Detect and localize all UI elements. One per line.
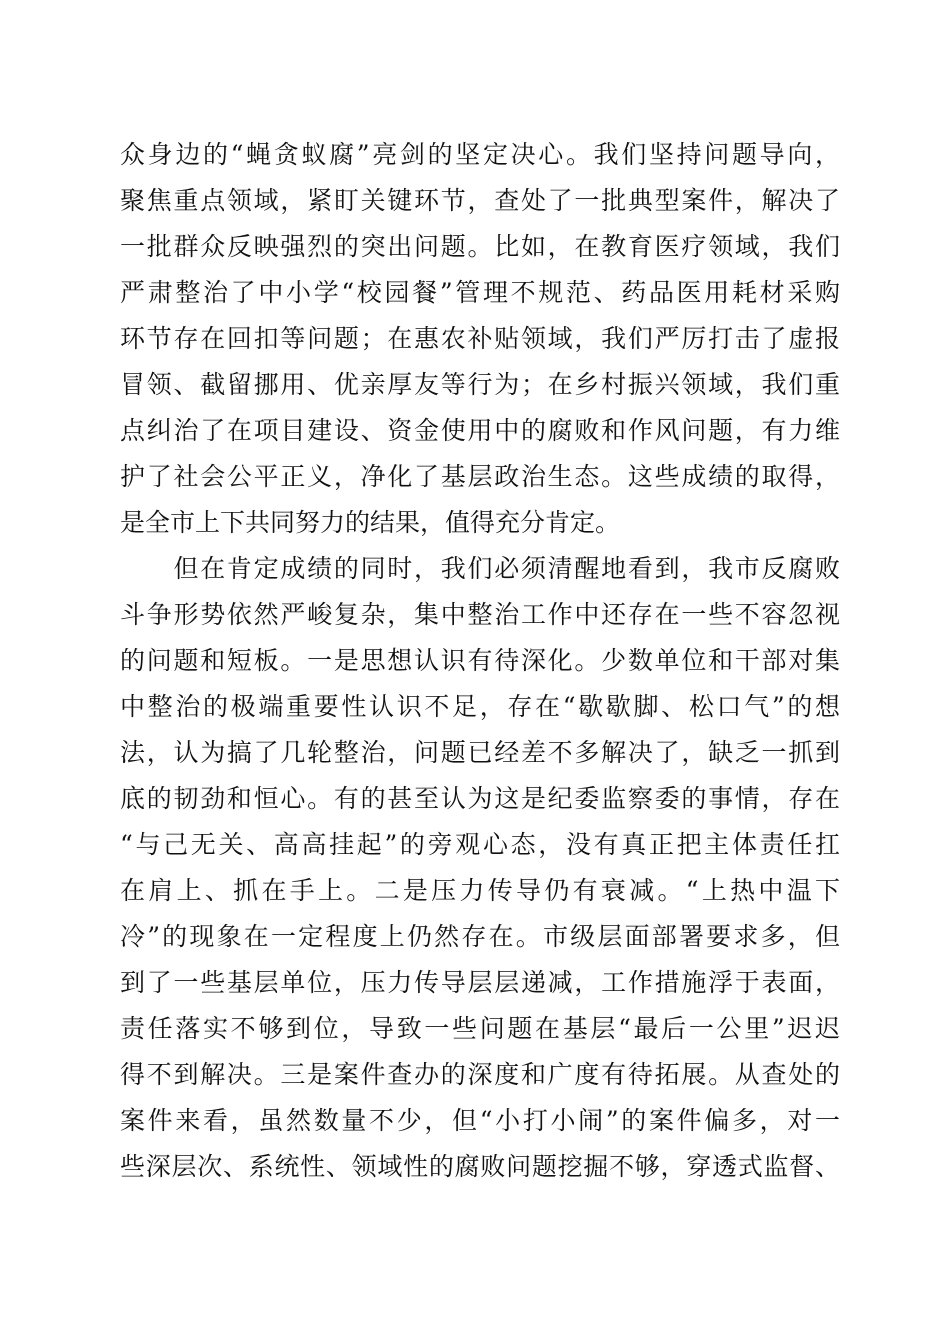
text-line: 中整治的极端重要性认识不足，存在“歇歇脚、松口气”的想 bbox=[120, 692, 840, 721]
text-line: 冷”的现象在一定程度上仍然存在。市级层面部署要求多，但 bbox=[120, 922, 840, 951]
document-body bbox=[120, 132, 840, 1190]
text-line: 在肩上、抓在手上。二是压力传导仍有衰减。“上热中温下 bbox=[120, 876, 840, 905]
text-line: 到了一些基层单位，压力传导层层递减，工作措施浮于表面， bbox=[120, 968, 840, 997]
paragraph-1 bbox=[120, 132, 840, 546]
text-line: 护了社会公平正义，净化了基层政治生态。这些成绩的取得， bbox=[120, 462, 840, 491]
text-line: 些深层次、系统性、领域性的腐败问题挖掘不够，穿透式监督、 bbox=[120, 1152, 840, 1181]
paragraph-2 bbox=[120, 546, 840, 1190]
text-line: 环节存在回扣等问题；在惠农补贴领域，我们严厉打击了虚报 bbox=[120, 324, 840, 353]
text-line: 是全市上下共同努力的结果，值得充分肯定。 bbox=[120, 508, 621, 537]
text-line: 但在肯定成绩的同时，我们必须清醒地看到，我市反腐败 bbox=[120, 554, 840, 583]
text-line: “与己无关、高高挂起”的旁观心态，没有真正把主体责任扛 bbox=[120, 830, 840, 859]
text-line: 责任落实不够到位，导致一些问题在基层“最后一公里”迟迟 bbox=[120, 1014, 840, 1043]
text-line: 严肃整治了中小学“校园餐”管理不规范、药品医用耗材采购 bbox=[120, 278, 840, 307]
text-line: 冒领、截留挪用、优亲厚友等行为；在乡村振兴领域，我们重 bbox=[120, 370, 840, 399]
text-line: 聚焦重点领域，紧盯关键环节，查处了一批典型案件，解决了 bbox=[120, 186, 840, 215]
text-line: 点纠治了在项目建设、资金使用中的腐败和作风问题，有力维 bbox=[120, 416, 840, 445]
text-line: 的问题和短板。一是思想认识有待深化。少数单位和干部对集 bbox=[120, 646, 840, 675]
text-line: 法，认为搞了几轮整治，问题已经差不多解决了，缺乏一抓到 bbox=[120, 738, 840, 767]
text-line: 众身边的“蝇贪蚁腐”亮剑的坚定决心。我们坚持问题导向， bbox=[120, 140, 840, 169]
text-line: 底的韧劲和恒心。有的甚至认为这是纪委监察委的事情，存在 bbox=[120, 784, 840, 813]
text-line: 案件来看，虽然数量不少，但“小打小闹”的案件偏多，对一 bbox=[120, 1106, 840, 1135]
text-line: 一批群众反映强烈的突出问题。比如，在教育医疗领域，我们 bbox=[120, 232, 840, 261]
text-line: 得不到解决。三是案件查办的深度和广度有待拓展。从查处的 bbox=[120, 1060, 840, 1089]
text-line: 斗争形势依然严峻复杂，集中整治工作中还存在一些不容忽视 bbox=[120, 600, 840, 629]
